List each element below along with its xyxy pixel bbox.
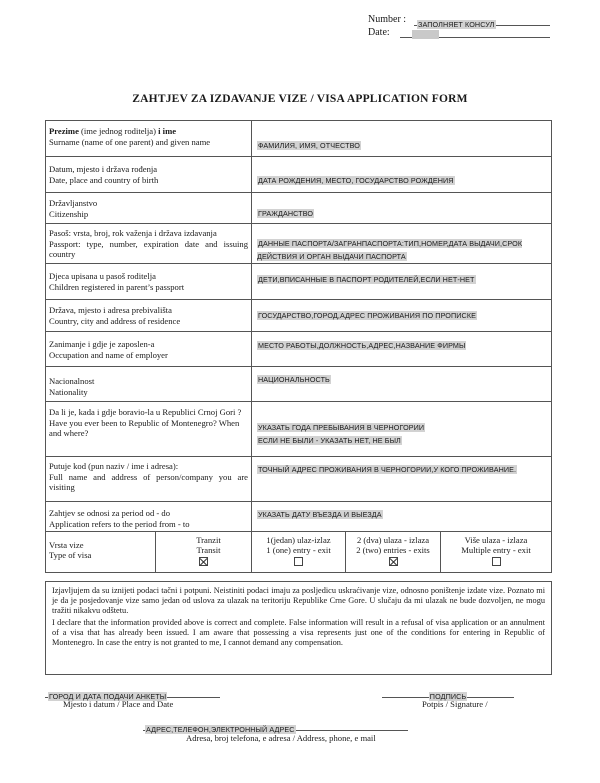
form-title: ZAHTJEV ZA IZDAVANJE VIZE / VISA APPLICATION FORM xyxy=(132,93,468,105)
table-row xyxy=(46,300,551,332)
table-row xyxy=(46,193,551,224)
signature-field[interactable] xyxy=(382,686,514,701)
number-label: Number : xyxy=(368,14,407,25)
citizenship-field[interactable]: ГРАЖДАНСТВО xyxy=(258,209,314,218)
declaration-english: I declare that the information provided above is correct and complete. False information will result in a refusal of visa application or an annulment of a visa that has already been issued. I am aware that possessing a visa represents just one of the conditions for entering in Republic of Montenegro. In case the entry is not granted to me, I cannot demand any compensation. xyxy=(52,617,545,648)
row-label: Putuje kod (pun naziv / ime i adresa): Full name and address of person/company you are visiting xyxy=(46,457,252,501)
table-row xyxy=(46,121,551,157)
address-value: АДРЕС,ТЕЛЕФОН,ЭЛЕКТРОННЫЙ АДРЕС xyxy=(146,725,295,734)
row-label: Država, mjesto i adresa prebivališta Country, city and address of residence xyxy=(46,300,252,331)
row-label: Prezime (ime jednog roditelja) i ime Surname (name of one parent) and given name xyxy=(46,121,252,156)
birth-field[interactable]: ДАТА РОЖДЕНИЯ, МЕСТО, ГОСУДАРСТВО РОЖДЕНИЯ xyxy=(258,176,454,185)
application-table xyxy=(45,120,552,573)
single-entry-checkbox[interactable] xyxy=(294,557,303,566)
date-field[interactable] xyxy=(400,26,550,38)
table-row xyxy=(46,367,551,402)
place-date-label: Mjesto i datum / Place and Date xyxy=(63,699,174,709)
surname-field[interactable]: ФАМИЛИЯ, ИМЯ, ОТЧЕСТВО xyxy=(258,141,360,150)
nationality-field[interactable]: НАЦИОНАЛЬНОСТЬ xyxy=(258,375,330,384)
table-row xyxy=(46,332,551,367)
declaration-montenegrin: Izjavljujem da su iznijeti podaci tačni i potpuni. Neistiniti podaci imaju za posljedicu uskraćivanje vize, odnosno poništenje izdate vize. Poznato mi je da je posjedovanje vize samo jedan od uslova za ulazak na teritoriju Republike Crne Gore. U slučaju da mi ulazak ne bude dozvoljen, ne mogu tražiti nikakvu odštetu. xyxy=(52,586,545,616)
row-label: Zahtjev se odnosi za period od - do Application refers to the period from - to xyxy=(46,502,252,531)
transit-checkbox[interactable] xyxy=(199,557,208,566)
row-label: Pasoš: vrsta, broj, rok važenja i država izdavanja Passport: type, number, expiration date and issuing country xyxy=(46,224,252,263)
visa-option-double[interactable]: 2 (dva) ulaza - izlaza 2 (two) entries - exits xyxy=(346,532,441,572)
visa-option-transit[interactable]: Tranzit Transit xyxy=(156,532,252,572)
signature-label: Potpis / Signature / xyxy=(422,699,488,709)
multiple-entry-checkbox[interactable] xyxy=(492,557,501,566)
number-field[interactable] xyxy=(414,14,550,29)
host-field[interactable]: ТОЧНЫЙ АДРЕС ПРОЖИВАНИЯ В ЧЕРНОГОРИИ,У КОГО ПРОЖИВАНИЕ. xyxy=(258,465,517,474)
table-row xyxy=(46,457,551,502)
place-date-field[interactable] xyxy=(45,686,220,701)
row-label: Državljanstvo Citizenship xyxy=(46,193,252,223)
table-row xyxy=(46,402,551,457)
row-label: Zanimanje i gdje je zaposlen-a Occupation and name of employer xyxy=(46,332,252,366)
children-field[interactable]: ДЕТИ,ВПИСАННЫЕ В ПАСПОРТ РОДИТЕЛЕЙ,ЕСЛИ НЕТ-НЕТ xyxy=(258,275,475,284)
number-value: ЗАПОЛНЯЕТ КОНСУЛ xyxy=(418,20,495,29)
row-label: Nacionalnost Nationality xyxy=(46,367,252,401)
place-date-value: ГОРОД И ДАТА ПОДАЧИ АНКЕТЫ xyxy=(49,692,167,701)
table-row xyxy=(46,264,551,300)
visa-type-label: Vrsta vize Type of visa xyxy=(46,532,156,572)
address-label: Adresa, broj telefona, e adresa / Address, phone, e mail xyxy=(186,733,376,743)
table-row xyxy=(46,502,551,532)
occupation-field[interactable]: МЕСТО РАБОТЫ,ДОЛЖНОСТЬ,АДРЕС,НАЗВАНИЕ ФИРМЫ xyxy=(258,341,466,350)
double-entry-checkbox[interactable] xyxy=(389,557,398,566)
row-label: Da li je, kada i gdje boravio-la u Republici Crnoj Gori ? Have you ever been to Republic of Montenegro? When and where? xyxy=(46,402,252,456)
table-row xyxy=(46,157,551,193)
row-label: Djeca upisana u pasoš roditelja Children registered in parent’s passport xyxy=(46,264,252,299)
date-redacted xyxy=(412,30,439,39)
address-field[interactable] xyxy=(143,719,408,734)
passport-field[interactable]: ДАННЫЕ ПАСПОРТА/ЗАГРАНПАСПОРТА:ТИП,НОМЕР,ДАТА ВЫДАЧИ,СРОК ДЕЙСТВИЯ И ОРГАН ВЫДАЧИ ПАСПОРТА xyxy=(257,239,523,261)
signature-value: ПОДПИСЬ xyxy=(429,692,467,701)
residence-field[interactable]: ГОСУДАРСТВО,ГОРОД,АДРЕС ПРОЖИВАНИЯ ПО ПРОПИСКЕ xyxy=(258,311,476,320)
visa-option-multiple[interactable]: Više ulaza - izlaza Multiple entry - exit xyxy=(441,532,551,572)
date-label: Date: xyxy=(368,27,390,38)
montenegro-visit-field[interactable]: УКАЗАТЬ ГОДА ПРЕБЫВАНИЯ В ЧЕРНОГОРИИ ЕСЛИ НЕ БЫЛИ - УКАЗАТЬ НЕТ, НЕ БЫЛ xyxy=(258,423,425,445)
visa-option-single[interactable]: 1(jedan) ulaz-izlaz 1 (one) entry - exit xyxy=(252,532,346,572)
declaration-box xyxy=(45,581,552,675)
table-row xyxy=(46,224,551,264)
visa-type-row xyxy=(46,532,551,572)
row-label: Datum, mjesto i država rođenja Date, place and country of birth xyxy=(46,157,252,192)
period-field[interactable]: УКАЗАТЬ ДАТУ ВЪЕЗДА И ВЫЕЗДА xyxy=(258,510,382,519)
